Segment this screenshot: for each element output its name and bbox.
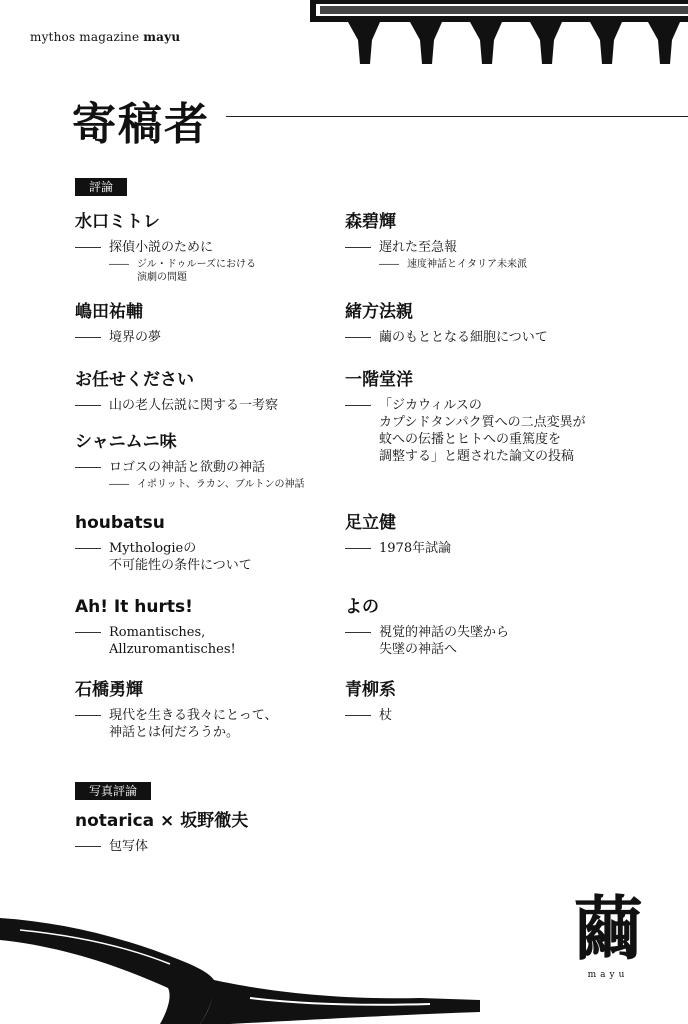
contributor-entry: お任せください ―― 山の老人伝説に関する一考察 <box>75 369 325 414</box>
mayu-logo <box>568 887 648 980</box>
logo-roman: mayu <box>587 970 629 980</box>
contributor-name: 森碧輝 <box>345 212 396 232</box>
title-rule <box>226 116 688 117</box>
work-title: 視覚的神話の失墜から 失墜の神話へ <box>379 625 510 657</box>
magazine-prefix: mythos magazine <box>30 30 140 44</box>
work-subtitle: 速度神話とイタリア未来派 <box>407 259 527 270</box>
contributor-name: お任せください <box>75 370 194 390</box>
contributor-entry: 青柳系 ―― 杖 <box>345 679 595 724</box>
magazine-name-bold: mayu <box>143 30 181 44</box>
magazine-name <box>30 30 180 44</box>
work-title: 探偵小説のために <box>109 240 214 255</box>
work-title: 1978年試論 <box>379 541 452 556</box>
contributor-name: 一階堂洋 <box>345 370 413 390</box>
work-title: 遅れた至急報 <box>379 240 458 255</box>
work-title: 繭のもととなる細胞について <box>379 330 548 345</box>
work-title: 包写体 <box>109 839 149 854</box>
contributor-entry: 嶋田祐輔 ―― 境界の夢 <box>75 301 325 346</box>
contributor-entry: Ah! It hurts! ―― Romantisches, Allzuromantisches! <box>75 596 325 658</box>
contributor-entry: 足立健 ―― 1978年試論 <box>345 512 595 557</box>
work-title: ロゴスの神話と欲動の神話 <box>109 460 266 475</box>
logo-kanji: 繭 <box>573 887 643 970</box>
work-title: 境界の夢 <box>109 330 162 345</box>
work-title: Romantisches, Allzuromantisches! <box>109 625 236 657</box>
contributor-entry: 水口ミトレ ―― 探偵小説のために ―― ジル・ドゥルーズにおける 演劇の問題 <box>75 211 325 284</box>
page-title: 寄稿者 <box>72 99 210 150</box>
work-title: 「ジカウィルスの カプシドタンパク質への二点変異が 蚊への伝播とヒトへの重篤度を 調整する」と題された論文の投稿 <box>379 398 586 464</box>
contributor-entry: 緒方法親 ―― 繭のもととなる細胞について <box>345 301 595 346</box>
work-subtitle: ジル・ドゥルーズにおける 演劇の問題 <box>137 259 256 283</box>
contributor-name: 水口ミトレ <box>75 212 160 232</box>
contributor-name: 石橋勇輝 <box>75 680 143 700</box>
contributor-entry: houbatsu ―― Mythologieの 不可能性の条件について <box>75 512 325 574</box>
contributor-name: 青柳系 <box>345 680 396 700</box>
contributor-name: よの <box>345 597 379 617</box>
work-title: Mythologieの 不可能性の条件について <box>109 541 252 573</box>
contributor-entry: 石橋勇輝 ―― 現代を生きる我々にとって、 神話とは何だろうか。 <box>75 679 325 741</box>
contributor-name: 足立健 <box>345 513 396 533</box>
contributor-name: 嶋田祐輔 <box>75 302 143 322</box>
contributor-entry: よの ―― 視覚的神話の失墜から 失墜の神話へ <box>345 596 595 658</box>
contributor-entry: 森碧輝 ―― 遅れた至急報 ―― 速度神話とイタリア未来派 <box>345 211 595 271</box>
contributor-entry: notarica × 坂野徹夫 ―― 包写体 <box>75 810 395 855</box>
contributor-name: Ah! It hurts! <box>75 597 193 617</box>
work-title: 現代を生きる我々にとって、 神話とは何だろうか。 <box>109 708 278 740</box>
contributor-name: シャニムニ味 <box>75 432 177 452</box>
work-title: 杖 <box>379 708 393 723</box>
contributor-name: houbatsu <box>75 513 165 533</box>
contributor-name: 緒方法親 <box>345 302 413 322</box>
contributor-name: notarica × 坂野徹夫 <box>75 811 249 831</box>
work-subtitle: イポリット、ラカン、ブルトンの神話 <box>137 479 305 490</box>
section-tag-criticism: 評論 <box>75 178 127 196</box>
brush-illustration <box>0 900 480 1024</box>
contributor-entry: シャニムニ味 ―― ロゴスの神話と欲動の神話 ―― イポリット、ラカン、ブルトンの神話 <box>75 431 325 491</box>
contributor-entry: 一階堂洋 ―― 「ジカウィルスの カプシドタンパク質への二点変異が 蚊への伝播とヒトへの重篤度を 調整する」と題された論文の投稿 <box>345 369 635 465</box>
comb-illustration <box>310 0 688 72</box>
work-title: 山の老人伝説に関する一考察 <box>109 398 279 413</box>
section-tag-photo-criticism: 写真評論 <box>75 782 151 800</box>
